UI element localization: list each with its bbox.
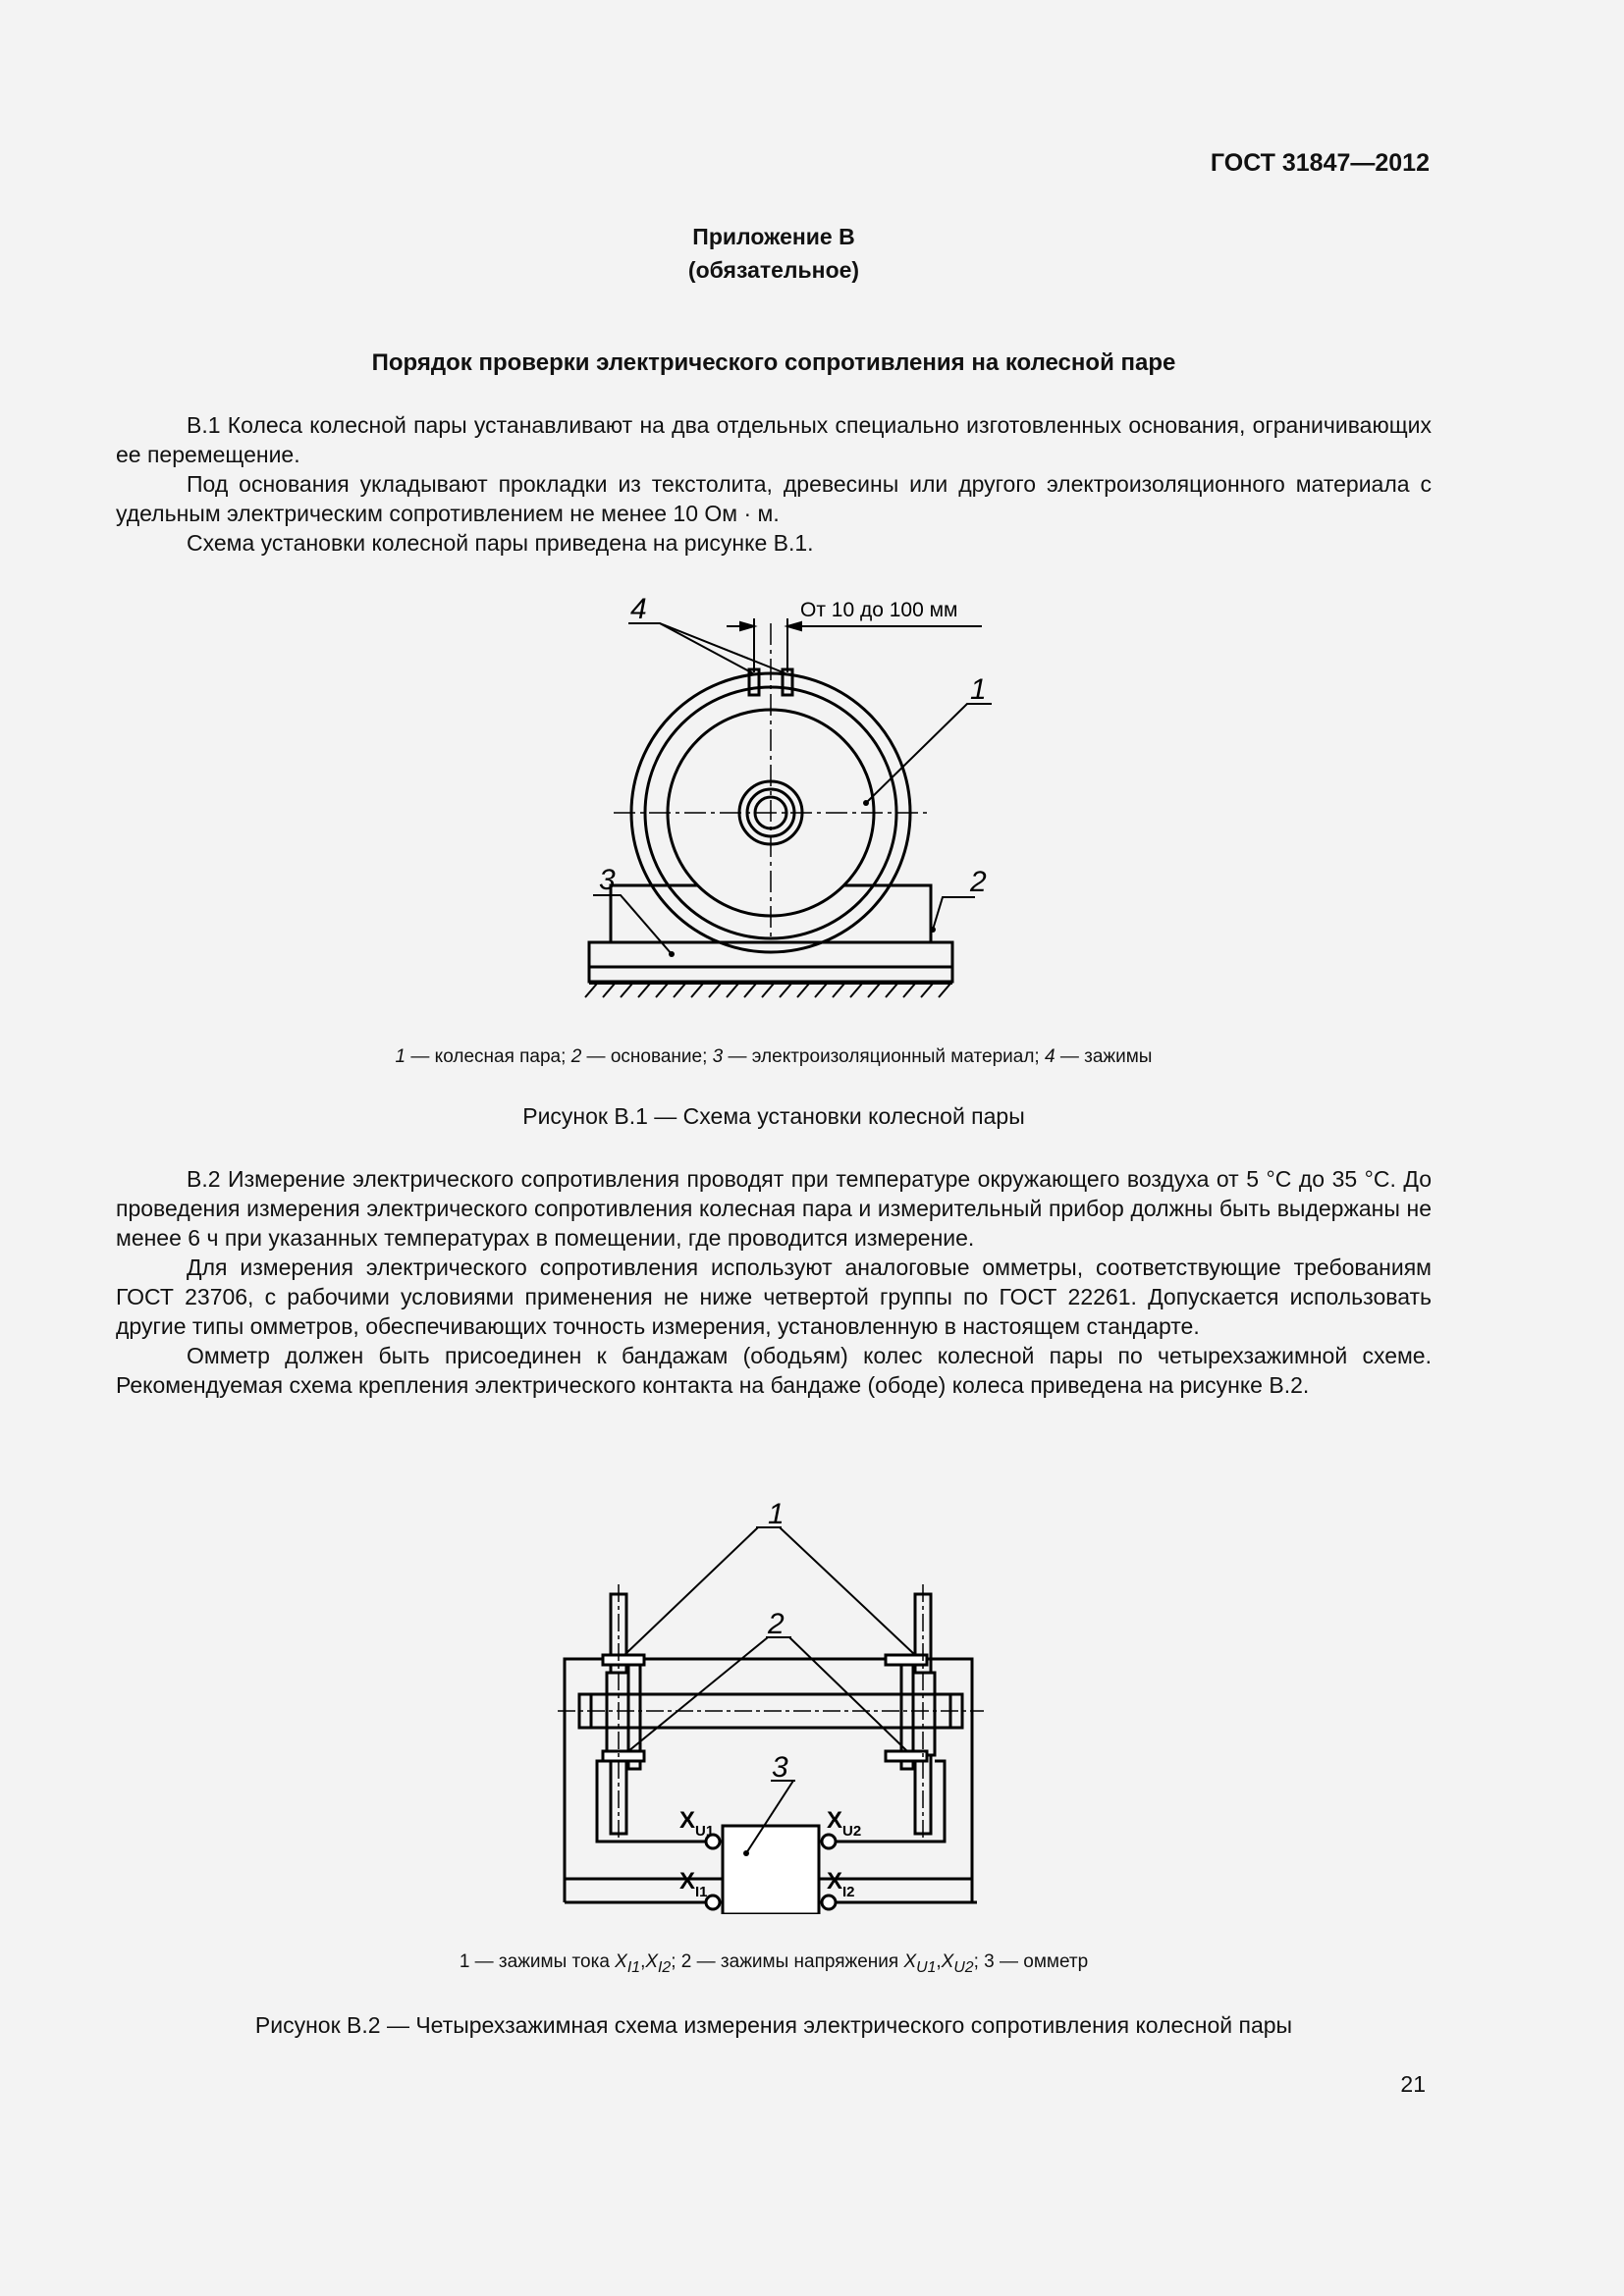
subscript-u1: U1: [695, 1823, 715, 1840]
paragraph: Для измерения электрического сопротивления используют аналоговые омметры, соответствующие требованиям ГОСТ 23706, с рабочими условиями применения не ниже четвертой группы по ГОСТ 22261. Допускается использовать другие типы омметров, обеспечивающих точность измерения, установленную в настоящем стандарте.: [116, 1255, 1432, 1339]
legend-num: 4: [1044, 1046, 1056, 1067]
standard-code: ГОСТ 31847—2012: [1210, 149, 1430, 177]
current-clamp-right: [886, 1655, 927, 1665]
voltage-clamp-right: [886, 1751, 927, 1761]
subscript-i2: I2: [658, 1958, 672, 1976]
paragraph: В.1 Колеса колесной пары устанавливают на два отдельных специально изготовленных основания, ограничивающих ее перемещение.: [116, 412, 1432, 467]
figure1-legend: [116, 1046, 1432, 1068]
legend-text: ; 3 — омметр: [973, 1951, 1089, 1972]
terminal-xu2: [822, 1835, 836, 1848]
legend-text: — колесная пара;: [406, 1046, 571, 1067]
appendix-title: Приложение В: [692, 224, 855, 249]
voltage-clamp-left: [603, 1751, 644, 1761]
figure1-caption: Рисунок В.1 — Схема установки колесной пары: [522, 1103, 1025, 1129]
wheel-right: [913, 1673, 935, 1755]
figure-wheelset-setup: [550, 579, 1001, 1021]
paragraph: Схема установки колесной пары приведена на рисунке В.1.: [187, 530, 814, 556]
callout-1: 1: [970, 673, 987, 706]
legend-num: 2: [570, 1046, 582, 1067]
terminal-xi1: [706, 1896, 720, 1909]
callout-4: 4: [630, 593, 647, 625]
terminal-xi2: [822, 1896, 836, 1909]
text-block-2: [116, 1164, 1432, 1400]
callout-1: 1: [768, 1498, 785, 1530]
legend-separator: ,: [936, 1951, 942, 1972]
legend-text: — электроизоляционный материал;: [723, 1046, 1045, 1067]
paragraph: В.2 Измерение электрического сопротивления проводят при температуре окружающего воздуха от 5 °С до 35 °С. До проведения измерения электрического сопротивления колесная пара и измерительный прибор должны быть выдержаны не менее 6 ч при указанных температурах в помещении, где проводится измерение.: [116, 1166, 1432, 1251]
legend-text: — зажимы: [1055, 1046, 1153, 1067]
legend-text: 1 — зажимы тока: [459, 1951, 616, 1972]
paragraph: Под основания укладывают прокладки из текстолита, древесины или другого электроизоляционного материала с удельным электрическим сопротивлением не менее 10 Ом · м.: [116, 471, 1432, 526]
terminal-letter: X: [679, 1807, 696, 1834]
legend-text: — основание;: [581, 1046, 713, 1067]
page-number: 21: [1400, 2071, 1426, 2097]
subscript-u1: U1: [916, 1958, 937, 1976]
legend-separator: ,: [640, 1951, 646, 1972]
subscript-i2: I2: [842, 1884, 855, 1900]
appendix-subtitle: (обязательное): [687, 257, 860, 283]
callout-3: 3: [599, 864, 616, 896]
insulating-base: [589, 942, 952, 982]
svg-text:XI1: [679, 1868, 708, 1900]
paragraph: Омметр должен быть присоединен к бандажам (ободьям) колес колесной пары по четырехзажимной схеме. Рекомендуемая схема крепления электрического контакта на бандаже (ободе) колеса приведена на рисунке В.2.: [116, 1343, 1432, 1398]
legend-text: ; 2 — зажимы напряжения: [671, 1951, 904, 1972]
section-title: Порядок проверки электрического сопротивления на колесной паре: [371, 349, 1176, 376]
terminal-letter: X: [941, 1951, 954, 1972]
terminal-letter: X: [645, 1951, 659, 1972]
text-block-1: [116, 410, 1432, 558]
support-right: [844, 885, 931, 942]
terminal-letter: X: [827, 1868, 843, 1895]
ohmmeter: [723, 1826, 819, 1914]
callout-2: 2: [970, 866, 987, 898]
callout-2: 2: [768, 1608, 785, 1640]
subscript-u2: U2: [953, 1958, 974, 1976]
wheel-left: [607, 1673, 628, 1755]
figure-four-terminal-scheme: [550, 1492, 992, 1914]
figure2-caption: Рисунок В.2 — Четырехзажимная схема измерения электрического сопротивления колесной пары: [254, 2012, 1293, 2038]
dimension-label: От 10 до 100 мм: [800, 599, 958, 621]
subscript-u2: U2: [842, 1823, 862, 1840]
subscript-i1: I1: [695, 1884, 708, 1900]
terminal-letter: X: [903, 1951, 917, 1972]
legend-num: 1: [395, 1046, 406, 1067]
subscript-i1: I1: [626, 1958, 641, 1976]
figure2-legend: [116, 1951, 1432, 1977]
svg-text:XU1: [679, 1807, 714, 1840]
terminal-letter: X: [827, 1807, 843, 1834]
terminal-letter: X: [679, 1868, 696, 1895]
callout-3: 3: [772, 1751, 788, 1784]
current-clamp-left: [603, 1655, 644, 1665]
legend-num: 3: [712, 1046, 724, 1067]
terminal-letter: X: [615, 1951, 627, 1972]
